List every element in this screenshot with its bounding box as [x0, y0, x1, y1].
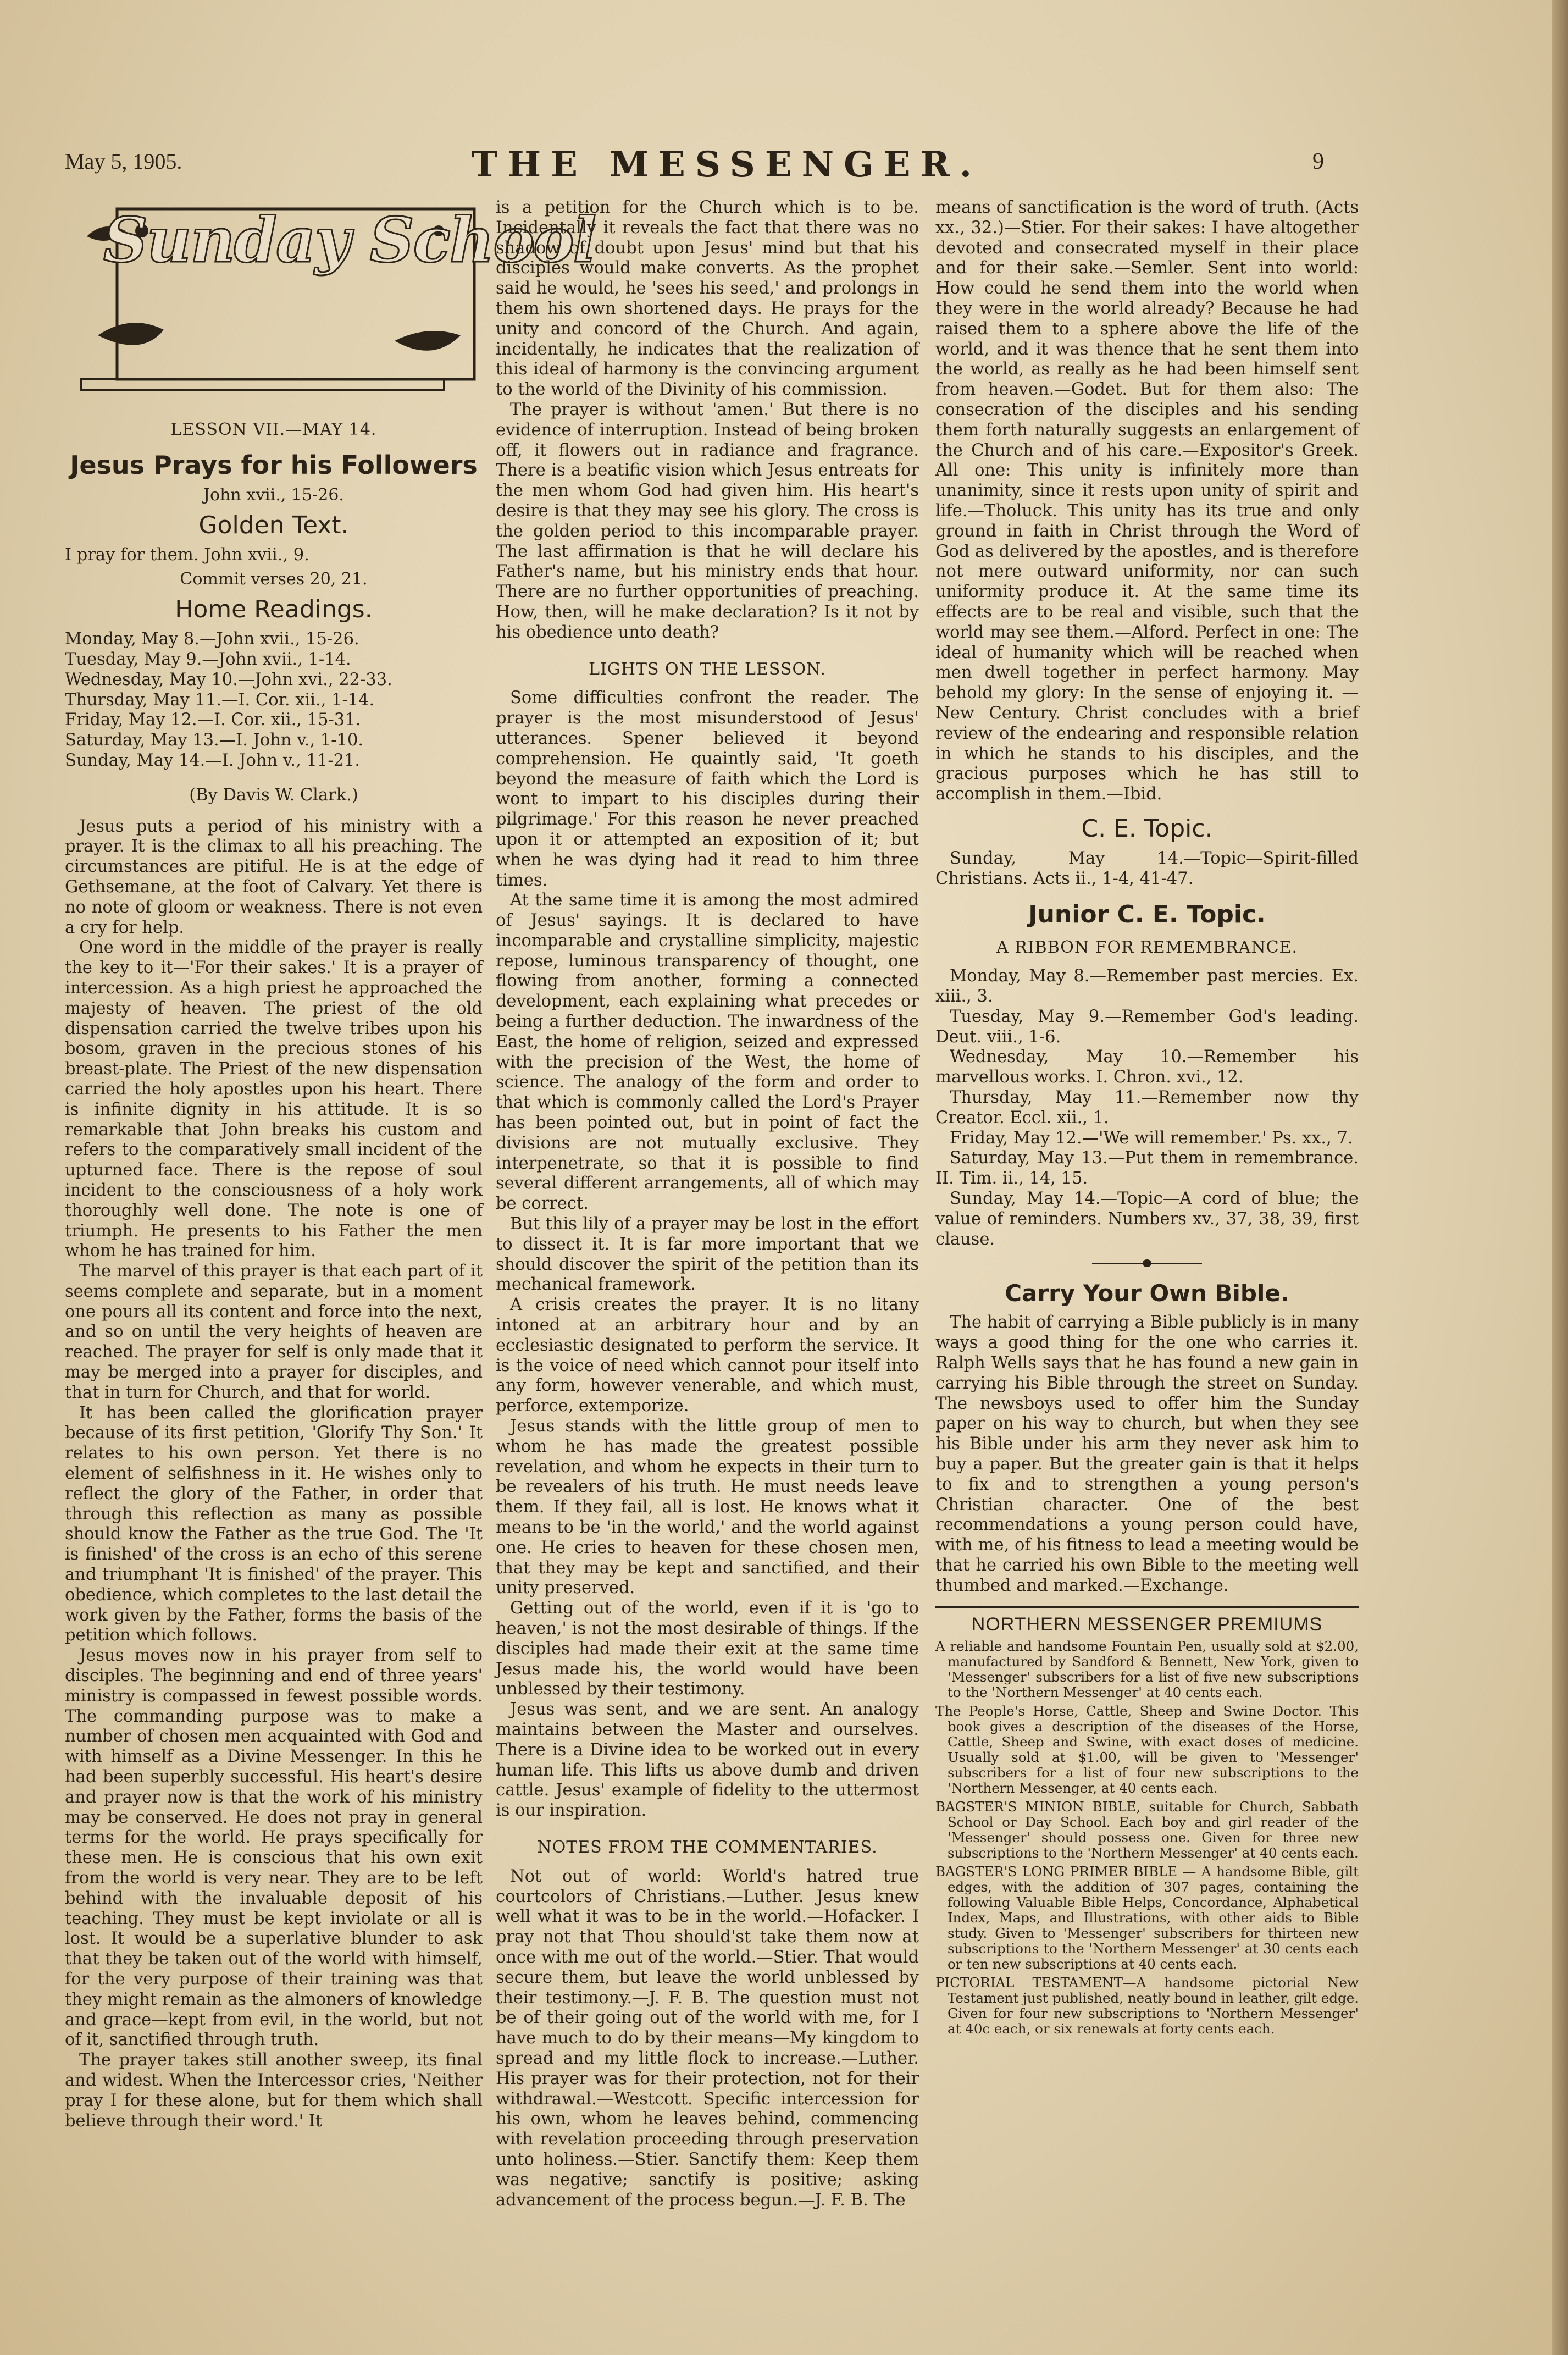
junior-ce-item: Monday, May 8.—Remember past mercies. Ex. xiii., 3.: [935, 966, 1359, 1007]
body-paragraph: One word in the middle of the prayer is really the key to it—'For their sakes.' It is a prayer of intercession. As a high priest he approached the majesty of heaven. The priest of the old dispensation carried the twelve tribes upon his bosom, graven in the precious stones of his breast-plate. The Priest of the new dispensation carried the holy apostles upon his heart. There is infinite dignity in his attitude. It is so remarkable that John breaks his custom and refers to the comparatively small incident of the upturned face. There is the repose of soul incident to the consciousness of a holy work thoroughly well done. The note is one of triumph. He presents to his Father the men whom he has trained for him.: [65, 938, 483, 1261]
body-paragraph: The prayer is without 'amen.' But there is no evidence of interruption. Instead of being broken off, it flowers out in radiance and fragrance. There is a beatific vision which Jesus entreats for the men whom God had given him. His heart's desire is that they may see his glory. The cross is the golden period to this incomparable prayer. The last affirmation is that he will declare his Father's name, but his ministry ends that hour. There are no further opportunities of preaching. How, then, will he make declaration? Is it not by his obedience unto death?: [496, 400, 919, 642]
reading-item: Friday, May 12.—I. Cor. xii., 15-31.: [65, 710, 361, 730]
divider-rule: [1092, 1263, 1202, 1264]
body-paragraph: But this lily of a prayer may be lost in the effort to dissect it. It is far more important that we should discover the spirit of the petition than its mechanical framework.: [496, 1214, 919, 1295]
body-paragraph: The prayer takes still another sweep, its final and widest. When the Intercessor cries, 'Neither pray I for these alone, but for them which shall believe through their word.' It: [65, 2050, 483, 2131]
newspaper-title: THE MESSENGER.: [472, 144, 982, 185]
lesson-scripture: John xvii., 15-26.: [203, 485, 344, 505]
body-paragraph: is a petition for the Church which is to be. Incidentally it reveals the fact that there was no shadow of doubt upon Jesus' mind but that his disciples would make converts. As the prophet said he would, he 'sees his seed,' and prolongs in them his own shortened days. He prays for the unity and concord of the Church. And again, incidentally, he indicates that the realization of this ideal of harmony is the convincing argument to the world of the Divinity of his commission.: [496, 198, 919, 400]
reading-item: Thursday, May 11.—I. Cor. xii., 1-14.: [65, 690, 375, 710]
carry-bible-heading: Carry Your Own Bible.: [1005, 1280, 1289, 1307]
junior-ce-item: Tuesday, May 9.—Remember God's leading. Deut. viii., 1-6.: [935, 1007, 1359, 1047]
reading-item: Saturday, May 13.—I. John v., 1-10.: [65, 731, 364, 750]
body-paragraph: Not out of world: World's hatred true courtcolors of Christians.—Luther. Jesus knew well what it was to be in the world.—Hofacker. I pray not that Thou should'st take them now at once with me out of the world.—Stier. That would secure them, but leave the world unblessed by their testimony.—J. F. B. The question must not be of their going out of the world with me, for I have much to do by their means—My kingdom to spread and my little flock to increase.—Luther. His prayer was for their protection, not for their withdrawal.—Westcott. Specific intercession for his own, whom he leaves behind, commencing with revelation proceeding through preservation unto holiness.—Stier. Sanctify them: Keep them was negative; sanctify is positive; asking advancement of the process begun.—J. F. B. The: [496, 1866, 919, 2210]
body-paragraph: Jesus moves now in his prayer from self to disciples. The beginning and end of three years' ministry is compassed in fewest possible words. The commanding purpose was to make a number of chosen men acquainted with God and with himself as a Divine Messenger. In this he had been superbly successful. His heart's desire and prayer now is that the work of his ministry may be conserved. He does not pray in general terms for the world. He prays specifically for these men. He is conscious that his own exit from the world is very near. They are to be left behind with the invaluable deposit of his teaching. They must be kept inviolate or all is lost. It would be a superlative blunder to ask that they be taken out of the world with himself, for the very purpose of their training was that they might remain as the almoners of knowledge and grace—kept from evil, in the world, but not of it, sanctified through truth.: [65, 1646, 483, 2050]
author-byline: (By Davis W. Clark.): [189, 785, 358, 805]
body-paragraph: It has been called the glorification prayer because of its first petition, 'Glorify Thy Son.' It relates to his own person. Yet there is no element of selfishness in it. He wishes only to reflect the glory of the Father, in order that through this reflection as many as possible should know the Father as the true God. The 'It is finished' of the cross is an echo of this serene and triumphant 'It is finished' of the prayer. This obedience, which completes to the last detail the work given by the Father, forms the basis of the petition which follows.: [65, 1403, 483, 1645]
junior-ce-item: Sunday, May 14.—Topic—A cord of blue; the value of reminders. Numbers xv., 37, 38, 39, first clause.: [935, 1189, 1359, 1249]
junior-ce-subheading: A RIBBON FOR REMEMBRANCE.: [996, 937, 1298, 957]
golden-text: I pray for them. John xvii., 9.: [65, 545, 309, 565]
carry-bible-text: The habit of carrying a Bible publicly is in many ways a good thing for the one who carries it. Ralph Wells says that he has found a new gain in carrying his Bible through the street on Sunday. The newsboys used to offer him the Sunday paper on his way to church, but when they see his Bible under his arm they never ask him to buy a paper. But the greater gain is that it helps to fix and to strengthen a young person's Christian character. One of the best recommendations a young person could have, with me, of his fitness to lead a meeting would be that he carried his own Bible to the meeting well thumbed and marked.—Exchange.: [935, 1313, 1359, 1595]
column-1: [65, 198, 596, 2131]
sunday-school-logo: [65, 198, 596, 412]
body-paragraph: Jesus was sent, and we are sent. An analogy maintains between the Master and ourselves. There is a Divine idea to be worked out in every human life. This lifts us above dumb and driven cattle. Jesus' example of fidelity to the uttermost is our inspiration.: [496, 1700, 919, 1821]
lesson-label: LESSON VII.—MAY 14.: [170, 420, 377, 439]
notes-heading: NOTES FROM THE COMMENTARIES.: [537, 1837, 878, 1857]
reading-item: Tuesday, May 9.—John xvii., 1-14.: [65, 649, 351, 669]
junior-ce-item: Wednesday, May 10.—Remember his marvellous works. I. Chron. xvi., 12.: [935, 1047, 1359, 1087]
body-paragraph: A crisis creates the prayer. It is no litany intoned at an arbitrary hour and by an ecclesiastic designated to perform the service. It is the voice of need which cannot pour itself into any form, however venerable, and which must, perforce, extemporize.: [496, 1295, 919, 1416]
junior-ce-item: Thursday, May 11.—Remember now thy Creator. Eccl. xii., 1.: [935, 1088, 1359, 1127]
logo-text: Sunday School: [103, 204, 596, 277]
body-paragraph: Some difficulties confront the reader. The prayer is the most misunderstood of Jesus' utterances. Spener believed it beyond comprehension. He quaintly said, 'It goeth beyond the measure of faith which the Lord is wont to impart to his disciples during their pilgrimage.' For this reason he never preached upon it or attempted an exposition of it; but when he was dying had it read to him three times.: [496, 688, 919, 890]
home-readings-heading: Home Readings.: [175, 595, 373, 624]
column-2: [496, 198, 919, 2210]
page-edge: [1552, 0, 1568, 2355]
junior-ce-heading: Junior C. E. Topic.: [1028, 900, 1266, 928]
premium-item: A reliable and handsome Fountain Pen, usually sold at $2.00, manufactured by Sandford & Bennett, New York, given to 'Messenger' subscribers for a list of five new subscriptions to the 'Northern Messenger' at 40 cents each.: [935, 1638, 1359, 1700]
lesson-title: Jesus Prays for his Followers: [70, 450, 478, 480]
premiums-box: [935, 1606, 1359, 2037]
reading-item: Monday, May 8.—John xvii., 15-26.: [65, 629, 359, 649]
lights-heading: LIGHTS ON THE LESSON.: [589, 659, 826, 679]
body-paragraph: Jesus stands with the little group of men to whom he has made the greatest possible revelation, and whom he expects in their turn to be revealers of his truth. He must needs leave them. If they fail, all is lost. He knows what it means to be 'in the world,' and the world against one. He cries to heaven for these chosen men, that they may be kept and sanctified, and their unity preserved.: [496, 1417, 919, 1598]
masthead: [65, 144, 1329, 192]
body-paragraph: The marvel of this prayer is that each part of it seems complete and separate, but in a moment one pours all its content and force into the next, and so on until the very heights of heaven are reached. The prayer for self is only made that it may be merged into a prayer for disciples, and that in turn for Church, and that for world.: [65, 1262, 483, 1402]
commit-verses: Commit verses 20, 21.: [180, 570, 368, 589]
page-number: 9: [1312, 149, 1324, 174]
ce-topic-text: Sunday, May 14.—Topic—Spirit-filled Christians. Acts ii., 1-4, 41-47.: [935, 848, 1359, 888]
issue-date: May 5, 1905.: [65, 149, 182, 174]
body-paragraph: means of sanctification is the word of truth. (Acts xx., 32.)—Stier. For their sakes: I have altogether devoted and consecrated myself in their place and for their sake.—Semler. Sent into world: How could he send them into the world when they were in the world already? Because he had raised them to a sphere above the life of the world, and it was thence that he sent them into the world, as really as he had been himself sent from heaven.—Godet. But for them also: The consecration of the disciples and his sending them forth naturally suggests an enlargement of the Church and of his care.—Expositor's Greek. All one: This unity is infinitely more than unanimity, since it rests upon unity of spirit and life.—Tholuck. This unity has its true and only ground in faith in Christ through the Word of God as delivered by the apostles, and is therefore not mere outward uniformity, nor can such uniformity produce it. At the same time its effects are to be real and visible, such that the world may see them.—Alford. Perfect in one: The ideal of humanity which will be reached when men dwell together in perfect harmony. May behold my glory: In the sense of enjoying it. —New Century. Christ concludes with a brief review of the endearing and responsible relation in which he stands to his disciples, and the gracious purposes which he has still to accomplish in them.—Ibid.: [935, 198, 1359, 804]
premium-item: BAGSTER'S MINION BIBLE, suitable for Church, Sabbath School or Day School. Each boy and girl reader of the 'Messenger' should possess one. Given for three new subscriptions to the 'Northern Messenger' at 40 cents each.: [935, 1798, 1359, 1861]
junior-ce-item: Saturday, May 13.—Put them in remembrance. II. Tim. ii., 14, 15.: [935, 1148, 1359, 1188]
body-paragraph: Jesus puts a period of his ministry with a prayer. It is the climax to all his preaching. The circumstances are pitiful. He is at the edge of Gethsemane, at the foot of Calvary. Yet there is no note of gloom or weakness. There is not even a cry for help.: [65, 816, 483, 937]
body-paragraph: At the same time it is among the most admired of Jesus' sayings. It is declared to have incomparable and crystalline simplicity, majestic repose, luminous transparency of thought, one flowing from another, forming a connected development, each explaining what precedes or being a further deduction. The inwardness of the East, the home of religion, seized and expressed with the precision of the West, the home of science. The analogy of the form and order to that which is commonly called the Lord's Prayer has been pointed out, but in point of fact the divisions are not mutually exclusive. They interpenetrate, so that it is possible to find several different arrangements, all of which may be correct.: [496, 891, 919, 1214]
golden-text-heading: Golden Text.: [198, 511, 349, 539]
reading-item: Wednesday, May 10.—John xvi., 22-33.: [65, 670, 392, 689]
premium-item: PICTORIAL TESTAMENT—A handsome pictorial New Testament just published, neatly bound in leather, gilt edge. Given for four new subscriptions to 'Northern Messenger' at 40c each, or six renewals at forty cents each.: [935, 1974, 1359, 2037]
premiums-heading: NORTHERN MESSENGER PREMIUMS: [935, 1606, 1359, 1632]
junior-ce-item: Friday, May 12.—'We will remember.' Ps. xx., 7.: [950, 1128, 1353, 1148]
premium-item: The People's Horse, Cattle, Sheep and Swine Doctor. This book gives a description of the diseases of the Horse, Cattle, Sheep and Swine, with exact doses of medicine. Usually sold at $1.00, will be given to 'Messenger' subscribers for a list of four new subscriptions to the 'Northern Messenger, at 40 cents each.: [935, 1702, 1359, 1796]
home-readings-list: [65, 629, 483, 771]
body-paragraph: Getting out of the world, even if it is 'go to heaven,' is not the most desirable of things. If the disciples had made their exit at the same time Jesus made his, the world would have been unblessed by their testimony.: [496, 1599, 919, 1699]
column-3: [935, 198, 1359, 2040]
premium-item: BAGSTER'S LONG PRIMER BIBLE — A handsome Bible, gilt edges, with the addition of 307 pages, containing the following Valuable Bible Helps, Concordance, Alphabetical Index, Maps, and Illustrations, with other aids to Bible study. Given to 'Messenger' subscribers for thirteen new subscriptions to the 'Northern Messenger' at 30 cents each or ten new subscriptions at 40 cents each.: [935, 1863, 1359, 1972]
ce-topic-heading: C. E. Topic.: [1081, 814, 1213, 843]
reading-item: Sunday, May 14.—I. John v., 11-21.: [65, 750, 361, 770]
